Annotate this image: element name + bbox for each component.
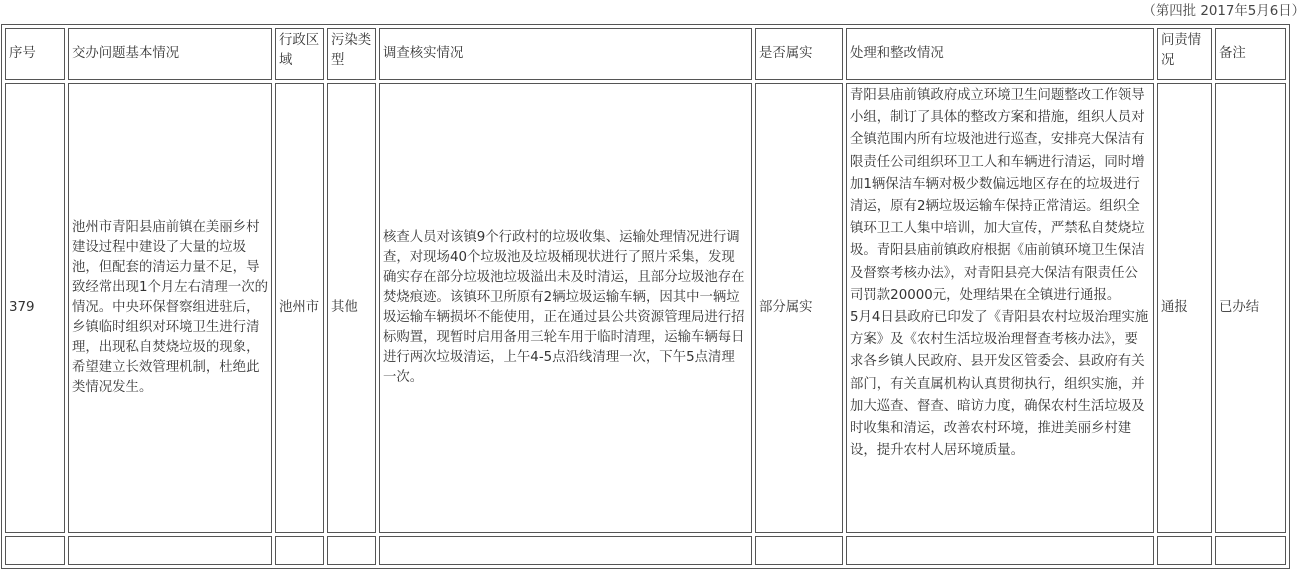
empty-row	[5, 536, 1286, 565]
handling-paragraph-2: 5月4日县政府已印发了《青阳县农村垃圾治理实施方案》及《农村生活垃圾治理督查考核办法》，要求各乡镇人民政府、县开发区管委会、县政府有关部门，有关直属机构认真贯彻执行，组织实施，并加大巡查、督查、暗访力度，确保农村生活垃圾及时收集和清运，改善农村环境，推进美丽乡村建设，提升农村人居环境质量。	[850, 310, 1149, 459]
header-region: 行政区域	[275, 28, 324, 80]
cell-no: 379	[5, 83, 65, 533]
empty-cell	[68, 536, 272, 565]
empty-cell	[275, 536, 324, 565]
header-handling: 处理和整改情况	[846, 28, 1154, 80]
cell-region: 池州市	[275, 83, 324, 533]
empty-cell	[846, 536, 1154, 565]
inspection-table	[1, 24, 1290, 569]
header-no: 序号	[5, 28, 65, 80]
empty-cell	[327, 536, 376, 565]
cell-verified: 部分属实	[755, 83, 843, 533]
cell-issue: 池州市青阳县庙前镇在美丽乡村建设过程中建设了大量的垃圾池，但配套的清运力量不足，导致经常出现1个月左右清理一次的情况。中央环保督察组进驻后，乡镇临时组织对环境卫生进行清理，出现私自焚烧垃圾的现象，希望建立长效管理机制，杜绝此类情况发生。	[68, 83, 272, 533]
header-verified: 是否属实	[755, 28, 843, 80]
header-accountability: 问责情况	[1157, 28, 1212, 80]
header-type: 污染类型	[327, 28, 376, 80]
table-row	[5, 83, 1286, 533]
batch-date-caption: （第四批 2017年5月6日）	[1142, 4, 1305, 19]
empty-cell	[5, 536, 65, 565]
cell-handling	[846, 83, 1154, 533]
empty-cell	[1215, 536, 1286, 565]
header-remark: 备注	[1215, 28, 1286, 80]
cell-accountability: 通报	[1157, 83, 1212, 533]
cell-type: 其他	[327, 83, 376, 533]
cell-remark: 已办结	[1215, 83, 1286, 533]
handling-paragraph-1: 青阳县庙前镇政府成立环境卫生问题整改工作领导小组，制订了具体的整改方案和措施，组织人员对全镇范围内所有垃圾池进行巡查，安排亮大保洁有限责任公司组织环卫工人和车辆进行清运，同时增加1辆保洁车辆对极少数偏远地区存在的垃圾进行清运，原有2辆垃圾运输车保持正常清运。组织全镇环卫工人集中培训，加大宣传，严禁私自焚烧垃圾。青阳县庙前镇政府根据《庙前镇环境卫生保洁及督察考核办法》，对青阳县亮大保洁有限责任公司罚款20000元，处理结果在全镇进行通报。	[850, 88, 1145, 303]
empty-cell	[1157, 536, 1212, 565]
header-investigation: 调查核实情况	[379, 28, 752, 80]
table-header-row	[5, 28, 1286, 80]
header-issue: 交办问题基本情况	[68, 28, 272, 80]
cell-investigation: 核查人员对该镇9个行政村的垃圾收集、运输处理情况进行调查，对现场40个垃圾池及垃圾桶现状进行了照片采集，发现确实存在部分垃圾池垃圾溢出未及时清运，且部分垃圾池存在焚烧痕迹。该镇环卫所原有2辆垃圾运输车辆，因其中一辆垃圾运输车辆损坏不能使用，正在通过县公共资源管理局进行招标购置，现暂时启用备用三轮车用于临时清理，运输车辆每日进行两次垃圾清运，上午4-5点沿线清理一次，下午5点清理一次。	[379, 83, 752, 533]
empty-cell	[379, 536, 752, 565]
empty-cell	[755, 536, 843, 565]
